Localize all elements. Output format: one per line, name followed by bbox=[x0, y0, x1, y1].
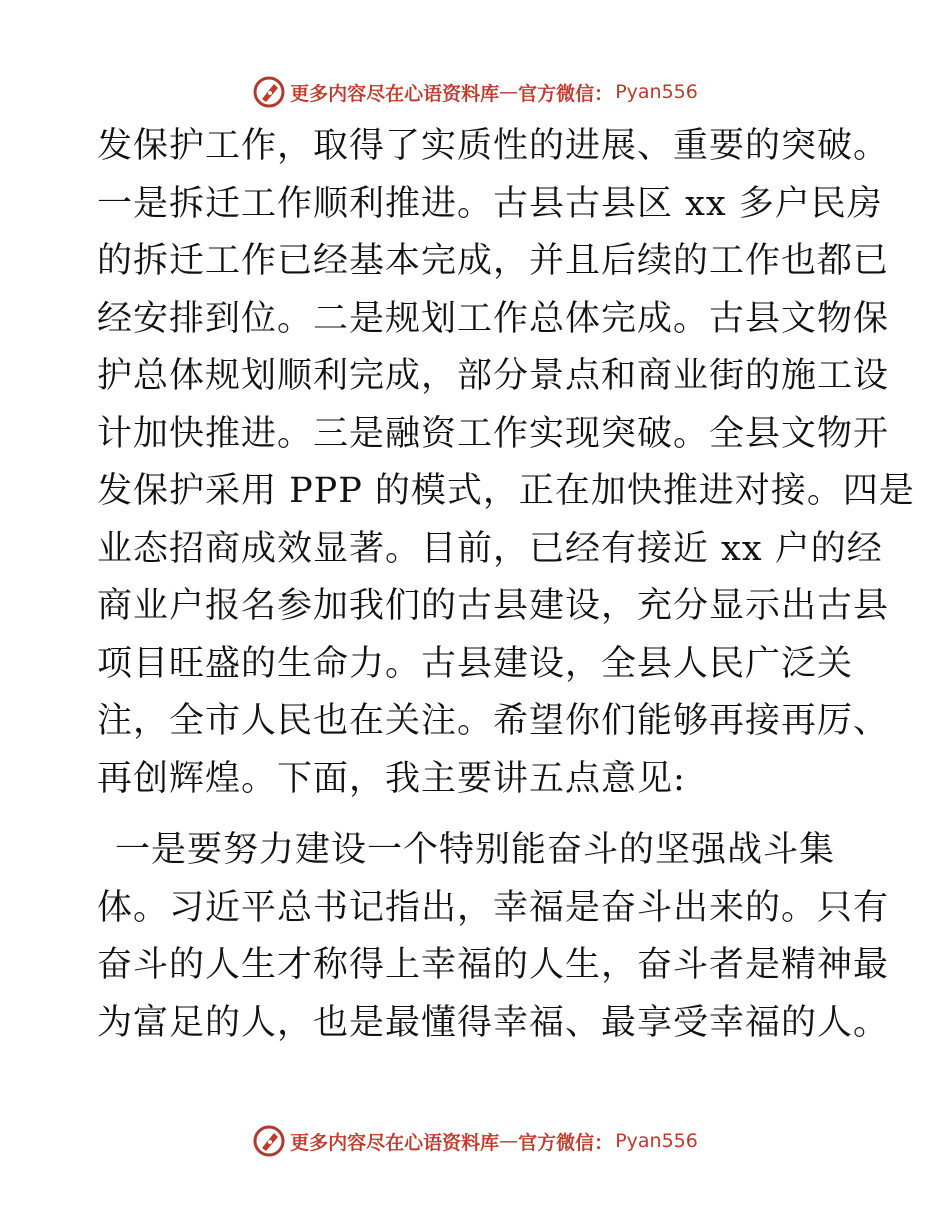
text-line: 发保护采用 PPP 的模式，正在加快推进对接。四是 bbox=[97, 471, 915, 511]
text-line: 一是要努力建设一个特别能奋斗的坚强战斗集 bbox=[115, 830, 836, 870]
text-line: 奋斗的人生才称得上幸福的人生，奋斗者是精神最 bbox=[97, 945, 890, 985]
document-body bbox=[97, 118, 915, 1052]
header-watermark bbox=[0, 72, 950, 112]
paragraph-1 bbox=[97, 118, 915, 808]
watermark-dash: — bbox=[499, 81, 519, 103]
text-line: 业态招商成效显著。目前，已经有接近 xx 户的经 bbox=[97, 528, 883, 569]
paragraph-gap bbox=[97, 808, 887, 822]
text-line: 项目旺盛的生命力。古县建设，全县人民广泛关 bbox=[97, 643, 854, 684]
watermark-site-text: 更多内容尽在心语资料库 bbox=[290, 1131, 500, 1154]
watermark-dash: — bbox=[499, 1130, 519, 1152]
text-line: 一是拆迁工作顺利推进。古县古县区 xx 多户民房 bbox=[97, 183, 883, 224]
text-line: 的拆迁工作已经基本完成，并且后续的工作也都已 bbox=[97, 241, 890, 281]
watermark-label: 官方微信： bbox=[518, 1131, 614, 1154]
text-line: 注，全市人民也在关注。希望你们能够再接再厉、 bbox=[97, 701, 890, 741]
text-line: 经安排到位。二是规划工作总体完成。古县文物保 bbox=[97, 298, 890, 339]
text-line: 计加快推进。三是融资工作实现突破。全县文物开 bbox=[97, 413, 890, 454]
text-line: 体。习近平总书记指出，幸福是奋斗出来的。只有 bbox=[97, 887, 890, 928]
watermark-label: 官方微信： bbox=[518, 82, 614, 105]
text-line: 商业户报名参加我们的古县建设，充分显示出古县 bbox=[97, 586, 890, 626]
footer-watermark bbox=[0, 1121, 950, 1161]
paragraph-2 bbox=[97, 822, 890, 1052]
watermark-wechat-id: Pyan556 bbox=[615, 81, 698, 103]
watermark-wechat-id: Pyan556 bbox=[615, 1130, 698, 1152]
watermark-site-text: 更多内容尽在心语资料库 bbox=[290, 82, 500, 105]
text-line: 为富足的人，也是最懂得幸福、最享受幸福的人。 bbox=[97, 1002, 890, 1043]
pen-nib-circle-icon bbox=[252, 75, 286, 109]
text-line: 发保护工作，取得了实质性的进展、重要的突破。 bbox=[97, 126, 890, 166]
text-line: 再创辉煌。下面，我主要讲五点意见: bbox=[97, 758, 686, 799]
pen-nib-circle-icon bbox=[252, 1124, 286, 1158]
text-line: 护总体规划顺利完成，部分景点和商业街的施工设 bbox=[97, 356, 890, 396]
